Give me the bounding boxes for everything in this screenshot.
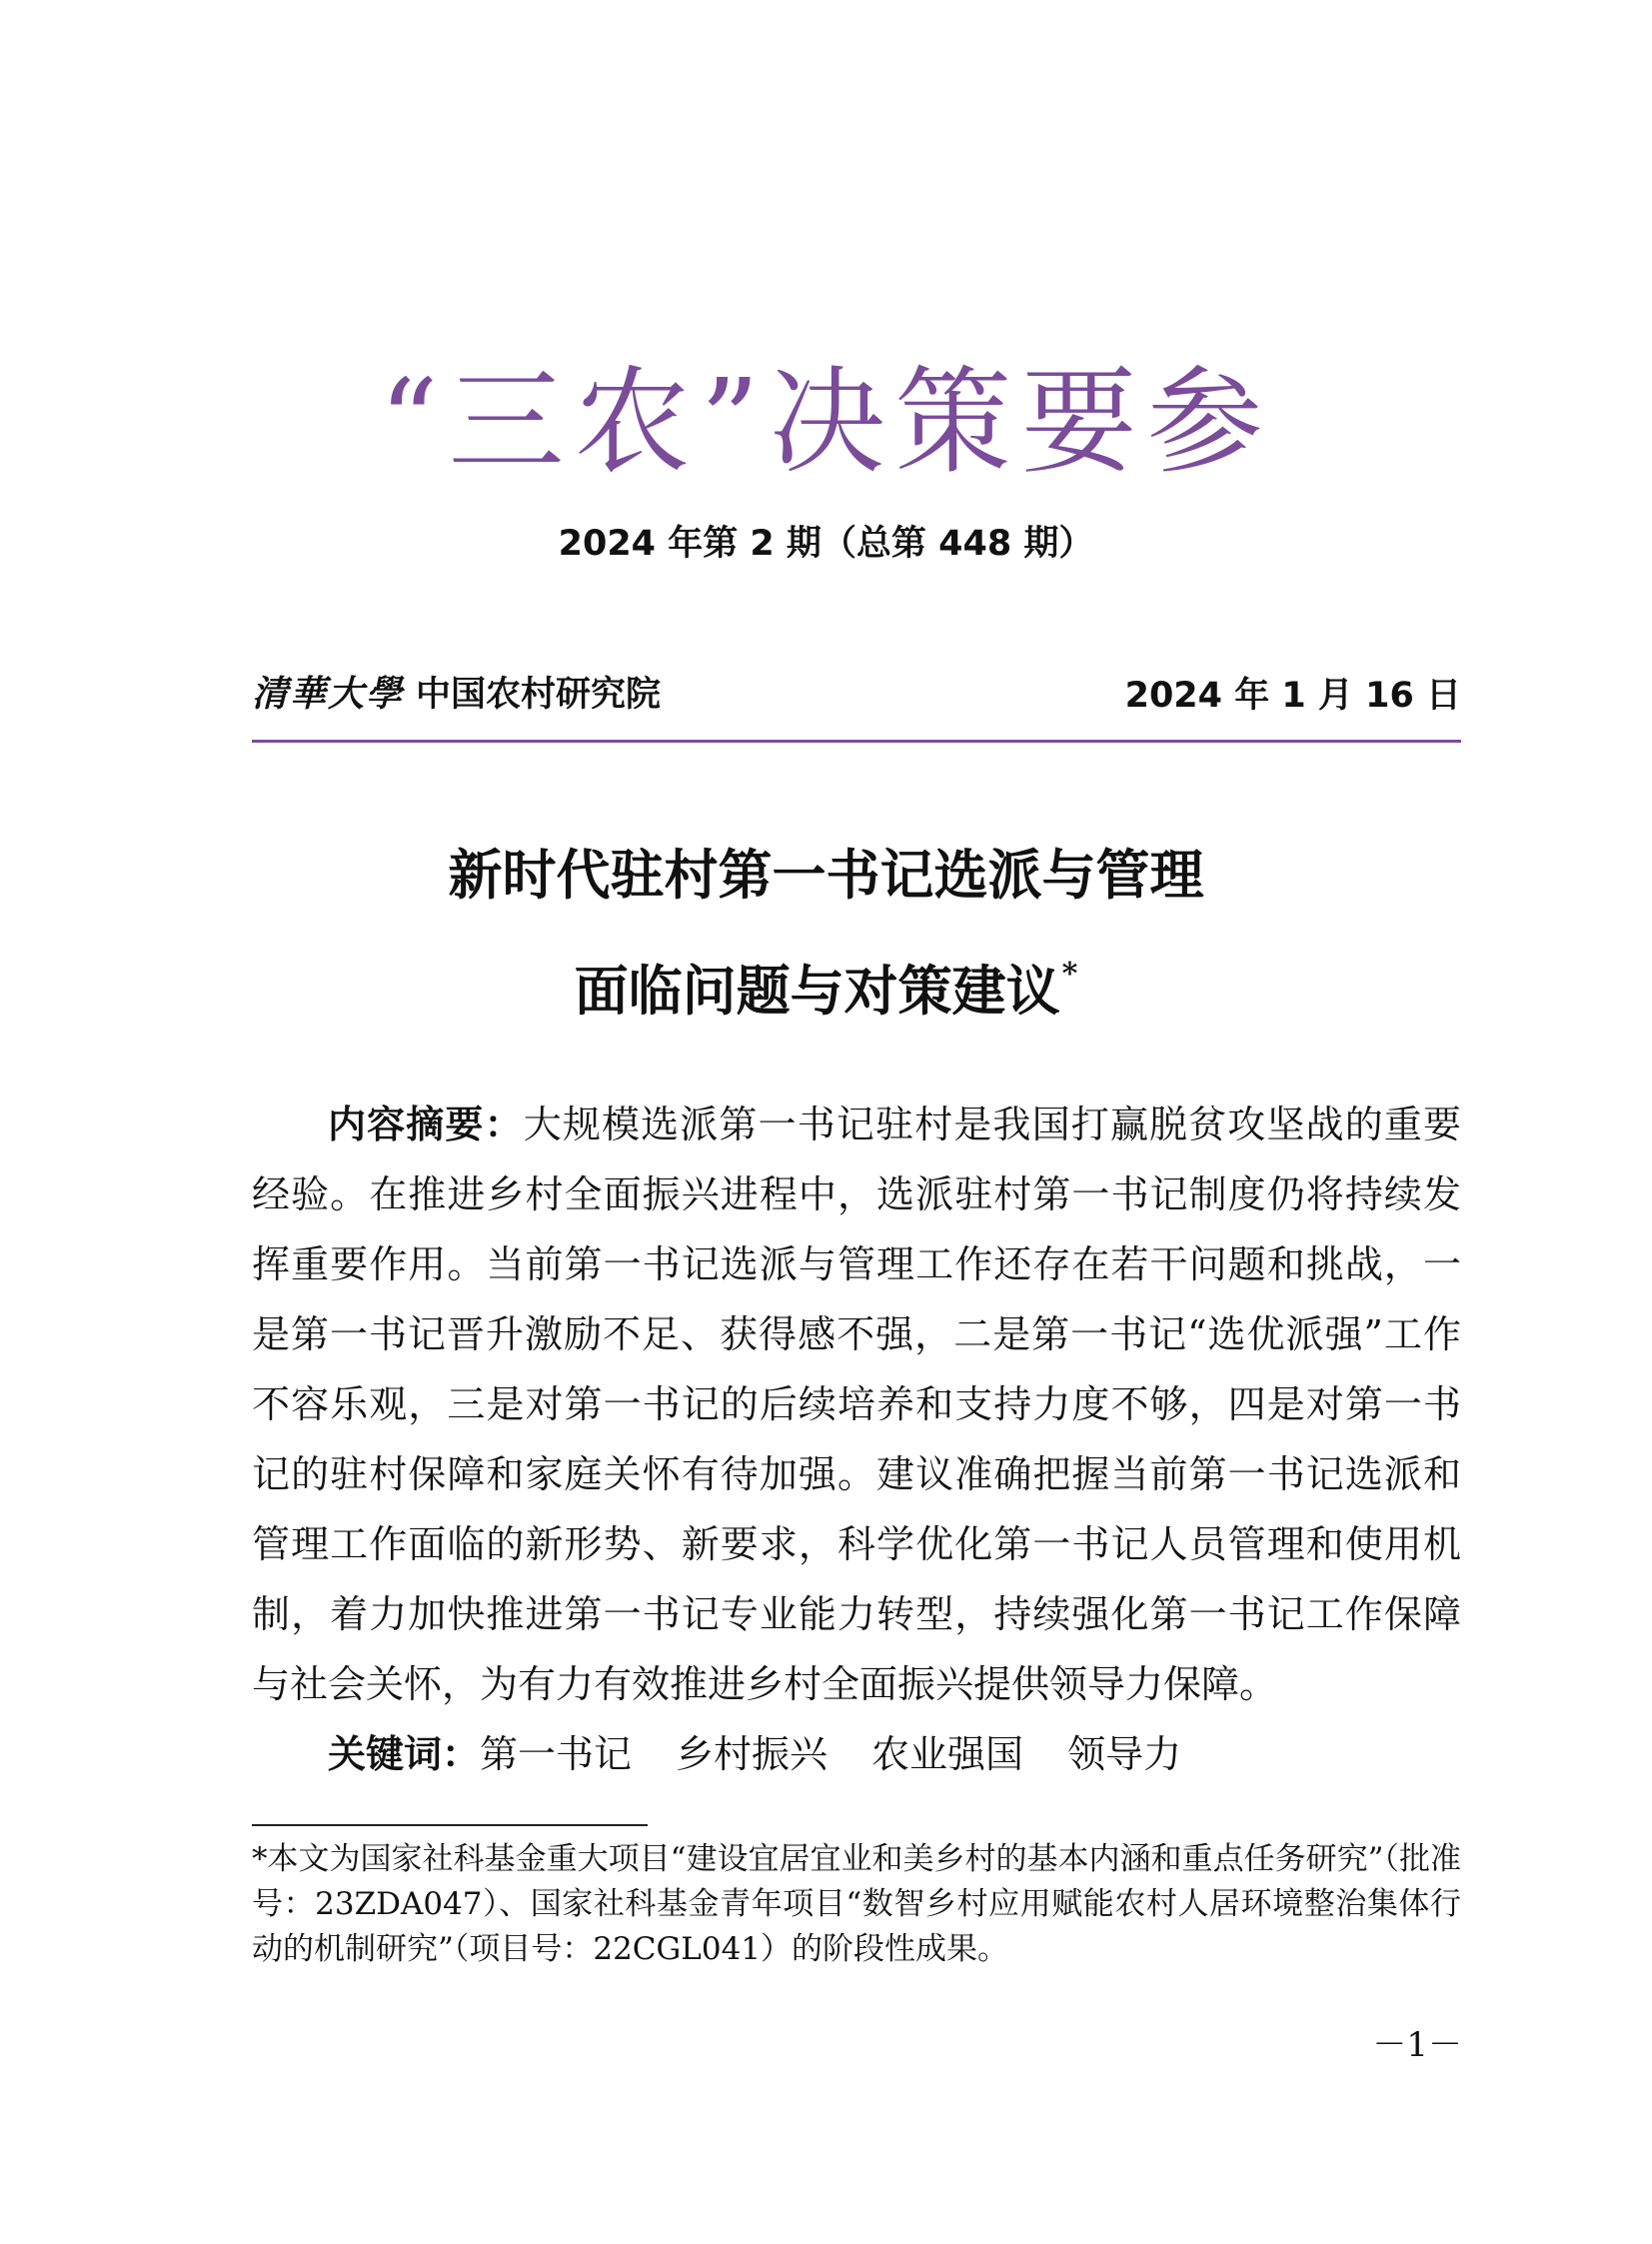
article-title-line1: 新时代驻村第一书记选派与管理 [448,843,1204,907]
keywords-line [328,1719,1225,1789]
footnote-text: *本文为国家社科基金重大项目“建设宜居宜业和美乡村的基本内涵和重点任务研究”（批准号：23ZDA047）、国家社科基金青年项目“数智乡村应用赋能农村人居环境整治集体行动的机制研究”（项目号：22CGL041）的阶段性成果。 [252,1841,1461,1967]
publisher [252,666,661,717]
keyword: 领导力 [1067,1732,1182,1776]
institute-name: 中国农村研究院 [416,674,662,715]
header-divider [252,740,1461,743]
page-number: －1－ [1372,2025,1462,2065]
publisher-row [252,666,1461,714]
abstract-paragraph [252,1090,1461,1719]
abstract-text: 大规模选派第一书记驻村是我国打赢脱贫攻坚战的重要经验。在推进乡村全面振兴进程中，选派驻村第一书记制度仍将持续发挥重要作用。当前第一书记选派与管理工作还存在若干问题和挑战，一是第一书记晋升激励不足、获得感不强，二是第一书记“选优派强”工作不容乐观，三是对第一书记的后续培养和支持力度不够，四是对第一书记的驻村保障和家庭关怀有待加强。建议准确把握当前第一书记选派和管理工作面临的新形势、新要求，科学优化第一书记人员管理和使用机制，着力加快推进第一书记专业能力转型，持续强化第一书记工作保障与社会关怀，为有力有效推进乡村全面振兴提供领导力保障。 [252,1103,1461,1706]
article-title-text: 面临问题与对策建议 [574,959,1060,1023]
keyword: 农业强国 [871,1732,1024,1776]
abstract-label: 内容摘要： [328,1103,524,1146]
footnote-divider [252,1824,648,1826]
keyword: 第一书记 [480,1732,633,1776]
publish-date: 2024 年 1 月 16 日 [1124,676,1461,716]
issue-number: 2024 年第 2 期（总第 448 期） [558,524,1094,564]
masthead-title: “三农”决策要参 [379,355,1273,490]
university-name: 清華大學 [252,673,405,715]
keyword: 乡村振兴 [676,1732,828,1776]
article-title-line2 [0,957,1652,1023]
footnote-marker: * [1061,957,1078,992]
keywords-label: 关键词： [328,1732,481,1776]
